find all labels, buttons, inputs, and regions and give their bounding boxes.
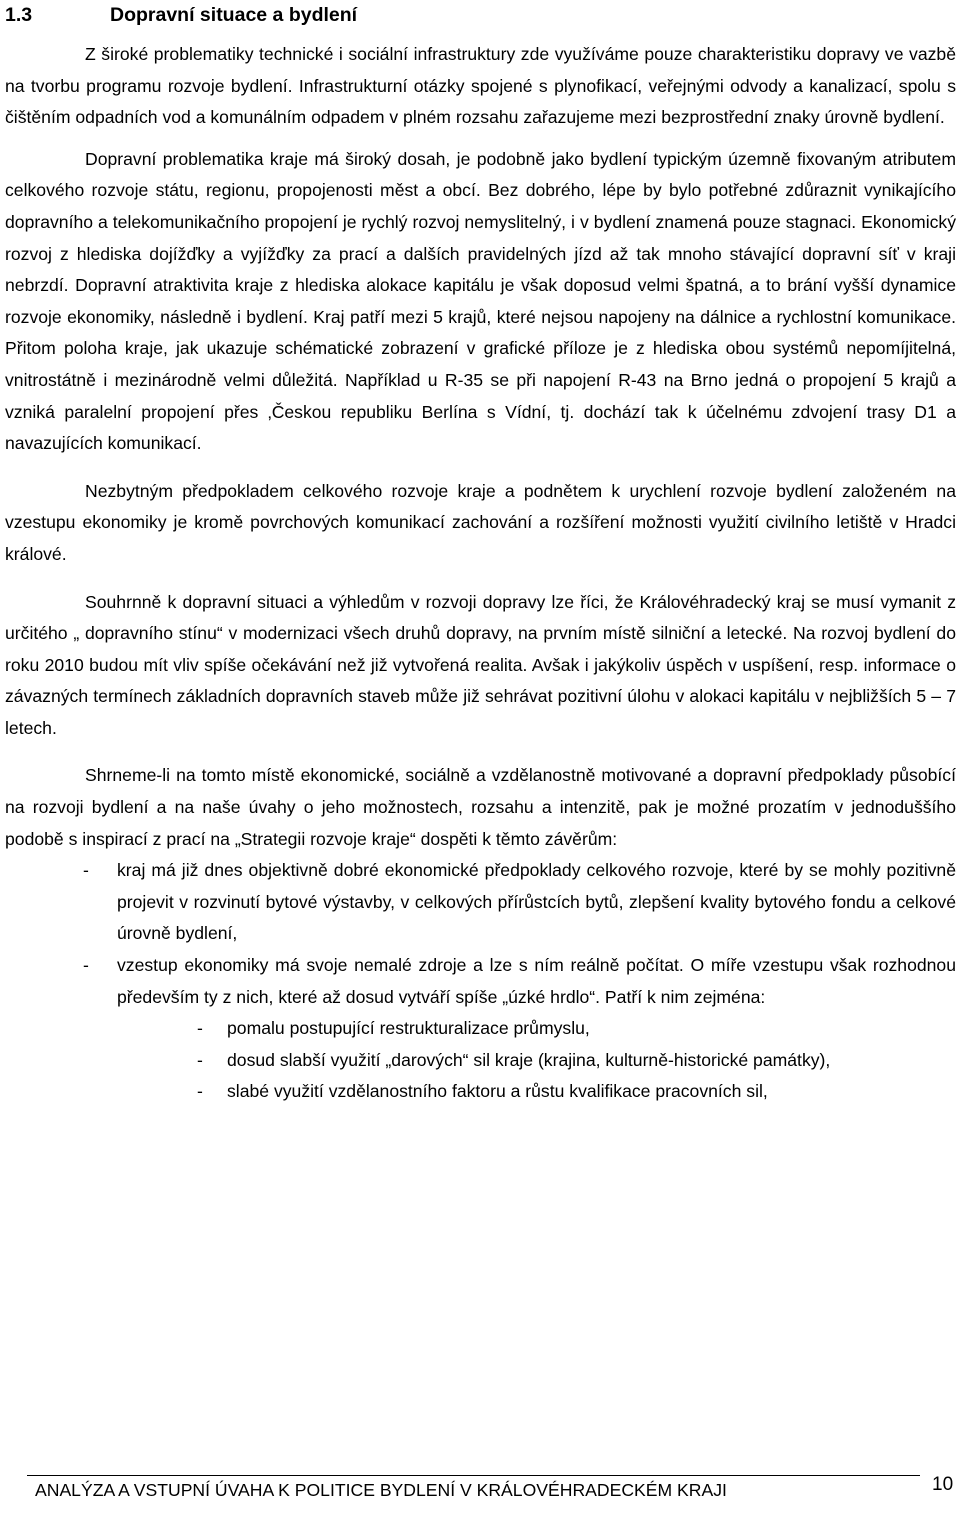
section-title: Dopravní situace a bydlení bbox=[110, 4, 358, 26]
list-dash: - bbox=[197, 1049, 203, 1070]
paragraph-1: Z široké problematiky technické i sociální infrastruktury zde využíváme pouze charakteristiku dopravy ve vazbě na tvorbu programu rozvoje bydlení. Infrastrukturní otázky spojené s plynofikací, veřejnými odvody a kanalizací, spolu s čištěním odpadních vod a komunálním odpadem v plném rozsahu zařazujeme mezi bezprostřední znaky úrovně bydlení. bbox=[5, 44, 956, 128]
footer-divider bbox=[27, 1475, 920, 1476]
sub-list-item-text: dosud slabší využití „darových“ sil kraje (krajina, kulturně-historické památky), bbox=[227, 1049, 831, 1070]
sub-list-item bbox=[5, 1013, 956, 1045]
footer-title: ANALÝZA A VSTUPNÍ ÚVAHA K POLITICE BYDLENÍ V KRÁLOVÉHRADECKÉM KRAJI bbox=[35, 1480, 727, 1500]
list-item bbox=[5, 950, 956, 1013]
section-number: 1.3 bbox=[5, 4, 33, 26]
list-item bbox=[5, 855, 956, 950]
document-page bbox=[5, 0, 956, 1108]
section-heading bbox=[5, 2, 956, 28]
paragraph-2: Dopravní problematika kraje má široký dosah, je podobně jako bydlení typickým územně fixovaným atributem celkového rozvoje státu, regionu, propojenosti měst a obcí. Bez dobrého, lépe by bylo potřebné zdůraznit vynikajícího dopravního a telekomunikačního propojení je rychlý rozvoj nemyslitelný, i v bydlení znamená pouze stagnaci. Ekonomický rozvoj z hlediska dojížďky a vyjížďky za prací a dalších pravidelných jízd až tak mnoho stávající dopravní síť v kraji nebrzdí. Dopravní atraktivita kraje z hlediska alokace kapitálu je však doposud velmi špatná, a to brání vyšší dynamice rozvoje ekonomiky, následně i bydlení. Kraj patří mezi 5 krajů, které nejsou napojeny na dálnice a rychlostní komunikace. Přitom poloha kraje, jak ukazuje schématické zobrazení v grafické příloze je z hlediska obou systémů nepomíjitelná, vnitrostátně i mezinárodně velmi důležitá. Například u R-35 se při napojení R-43 na Brno jedná o propojení 5 krajů a vzniká paralelní propojení přes ‚Českou republiku Berlína s Vídní, tj. dochází tak k účelnému zdvojení trasy D1 a navazujících komunikací. bbox=[5, 148, 956, 454]
page-number: 10 bbox=[932, 1474, 954, 1495]
paragraph-4: Souhrnně k dopravní situaci a výhledům v rozvoji dopravy lze říci, že Královéhradecký kraj se musí vymanit z určitého „ dopravního stínu“ v modernizaci všech druhů dopravy, na prvním místě silniční a letecké. Na rozvoj bydlení do roku 2010 budou mít vliv spíše očekávání než již vytvořená realita. Avšak i jakýkoliv úspěch v uspíšení, resp. informace o závazných termínech základních dopravních staveb může již sehrávat pozitivní úlohu v alokaci kapitálu v nejbližších 5 – 7 letech. bbox=[5, 591, 956, 738]
list-dash: - bbox=[83, 860, 89, 881]
list-item-text: vzestup ekonomiky má svoje nemalé zdroje a lze s ním reálně počítat. O míře vzestupu však rozhodnou především ty z nich, které až dosud vytváří spíše „úzké hrdlo“. Patří k nim zejména: bbox=[117, 955, 956, 1007]
sub-list-item bbox=[5, 1076, 956, 1108]
sub-list-item-text: pomalu postupující restrukturalizace průmyslu, bbox=[227, 1018, 590, 1039]
paragraph-3: Nezbytným předpokladem celkového rozvoje kraje a podnětem k urychlení rozvoje bydlení založeném na vzestupu ekonomiky je kromě povrchových komunikací zachování a rozšíření možnosti využití civilního letiště v Hradci králové. bbox=[5, 480, 956, 564]
list-item-text: kraj má již dnes objektivně dobré ekonomické předpoklady celkového rozvoje, které by se mohly pozitivně projevit v rozvinutí bytové výstavby, v celkových přírůstcích bytů, zlepšení kvality bytového fondu a celkové úrovně bydlení, bbox=[117, 860, 956, 944]
list-dash: - bbox=[197, 1018, 203, 1039]
sub-list-item bbox=[5, 1045, 956, 1077]
list-dash: - bbox=[83, 955, 89, 976]
list-dash: - bbox=[197, 1081, 203, 1102]
sub-list-item-text: slabé využití vzdělanostního faktoru a růstu kvalifikace pracovních sil, bbox=[227, 1081, 768, 1102]
paragraph-5: Shrneme-li na tomto místě ekonomické, sociálně a vzdělanostně motivované a dopravní předpoklady působící na rozvoji bydlení a na naše úvahy o jeho možnostech, rozsahu a intenzitě, pak je možné prozatím v jednoduššího podobě s inspirací z prací na „Strategii rozvoje kraje“ dospěti k těmto závěrům: bbox=[5, 765, 956, 849]
